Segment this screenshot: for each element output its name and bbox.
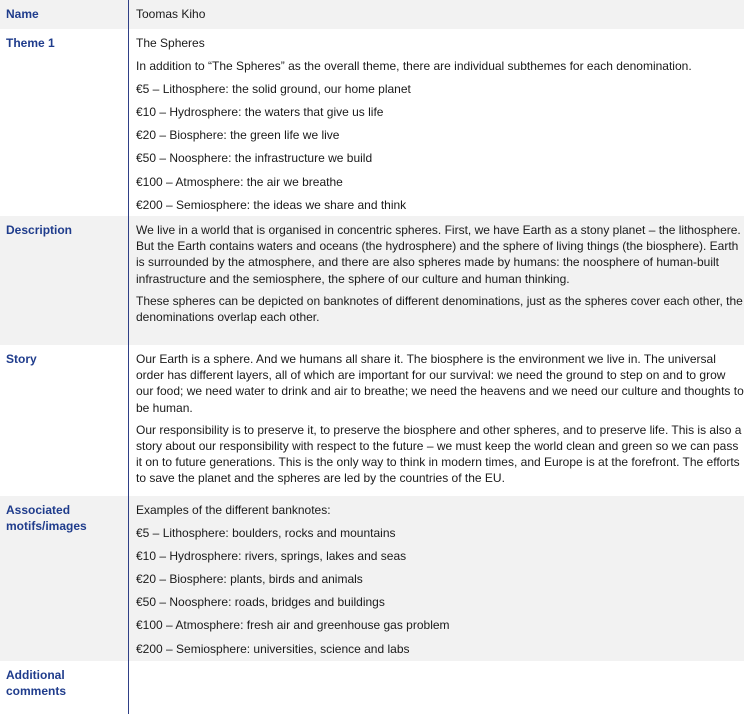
row-additional-comments [0,661,744,714]
motifs-intro: Examples of the different banknotes: [136,503,331,517]
value-theme [129,29,744,216]
label-name: Name [0,0,129,29]
label-description: Description [0,216,129,345]
row-motifs [0,496,744,661]
description-paragraph-1: We live in a world that is organised in concentric spheres. First, we have Earth as a stony planet – the lithosphere. But the Earth contains waters and oceans (the hydrosphere) and the sphere of living things (the biosphere). Earth is surrounded by the atmosphere, and there are also spheres made by humans: the noosphere of human-built infrastructure and the semiosphere, the sphere of our culture and human thinking. [136,223,741,286]
label-additional-comments [0,661,129,714]
name-text: Toomas Kiho [136,7,206,21]
label-story: Story [0,345,129,496]
theme-subtheme-200: €200 – Semiosphere: the ideas we share and think [136,197,407,212]
motif-10: €10 – Hydrosphere: rivers, springs, lakes and seas [136,549,407,564]
description-paragraph-2: These spheres can be depicted on banknotes of different denominations, just as the spheres cover each other, the denominations overlap each other. [136,293,743,325]
value-description [129,216,744,345]
theme-subtheme-5: €5 – Lithosphere: the solid ground, our home planet [136,82,411,97]
motif-100: €100 – Atmosphere: fresh air and greenhouse gas problem [136,618,450,633]
label-theme: Theme 1 [0,29,129,216]
motif-50: €50 – Noosphere: roads, bridges and buildings [136,595,385,610]
theme-title: The Spheres [136,36,205,50]
motif-5: €5 – Lithosphere: boulders, rocks and mountains [136,526,396,541]
motif-200: €200 – Semiosphere: universities, science and labs [136,641,410,656]
value-name [129,0,744,29]
theme-subtheme-10: €10 – Hydrosphere: the waters that give us life [136,105,384,120]
row-story [0,345,744,496]
theme-intro: In addition to “The Spheres” as the overall theme, there are individual subthemes for each denomination. [136,59,692,74]
label-additional-line2: comments [6,684,67,698]
label-motifs [0,496,129,661]
theme-subtheme-20: €20 – Biosphere: the green life we live [136,128,340,143]
story-paragraph-1: Our Earth is a sphere. And we humans all share it. The biosphere is the environment we live in. The universal order has different layers, all of which are important for our survival: we need the ground to step on and to grow our food; we need water to drink and air to breathe; we need the heavens and we need our culture and thoughts to be human. [136,352,744,415]
story-paragraph-2: Our responsibility is to preserve it, to preserve the biosphere and other spheres, and to preserve life. This is also a story about our responsibility with respect to the future – we must keep the world clean and green so we can pass it on to future generations. This is the only way to think in modern times, and Europe is at the forefront. The efforts to save the planet and the spheres are led by the countries of the EU. [136,422,742,486]
label-motifs-line1: Associated [6,503,71,517]
row-description [0,216,744,345]
row-name [0,0,744,29]
motif-20: €20 – Biosphere: plants, birds and animals [136,572,363,587]
row-theme [0,29,744,216]
label-motifs-line2: motifs/images [6,519,87,533]
theme-subtheme-50: €50 – Noosphere: the infrastructure we build [136,151,373,166]
theme-subtheme-100: €100 – Atmosphere: the air we breathe [136,174,343,189]
label-additional-line1: Additional [6,668,65,682]
value-additional-comments [129,661,744,714]
value-motifs [129,496,744,661]
value-story [129,345,744,496]
